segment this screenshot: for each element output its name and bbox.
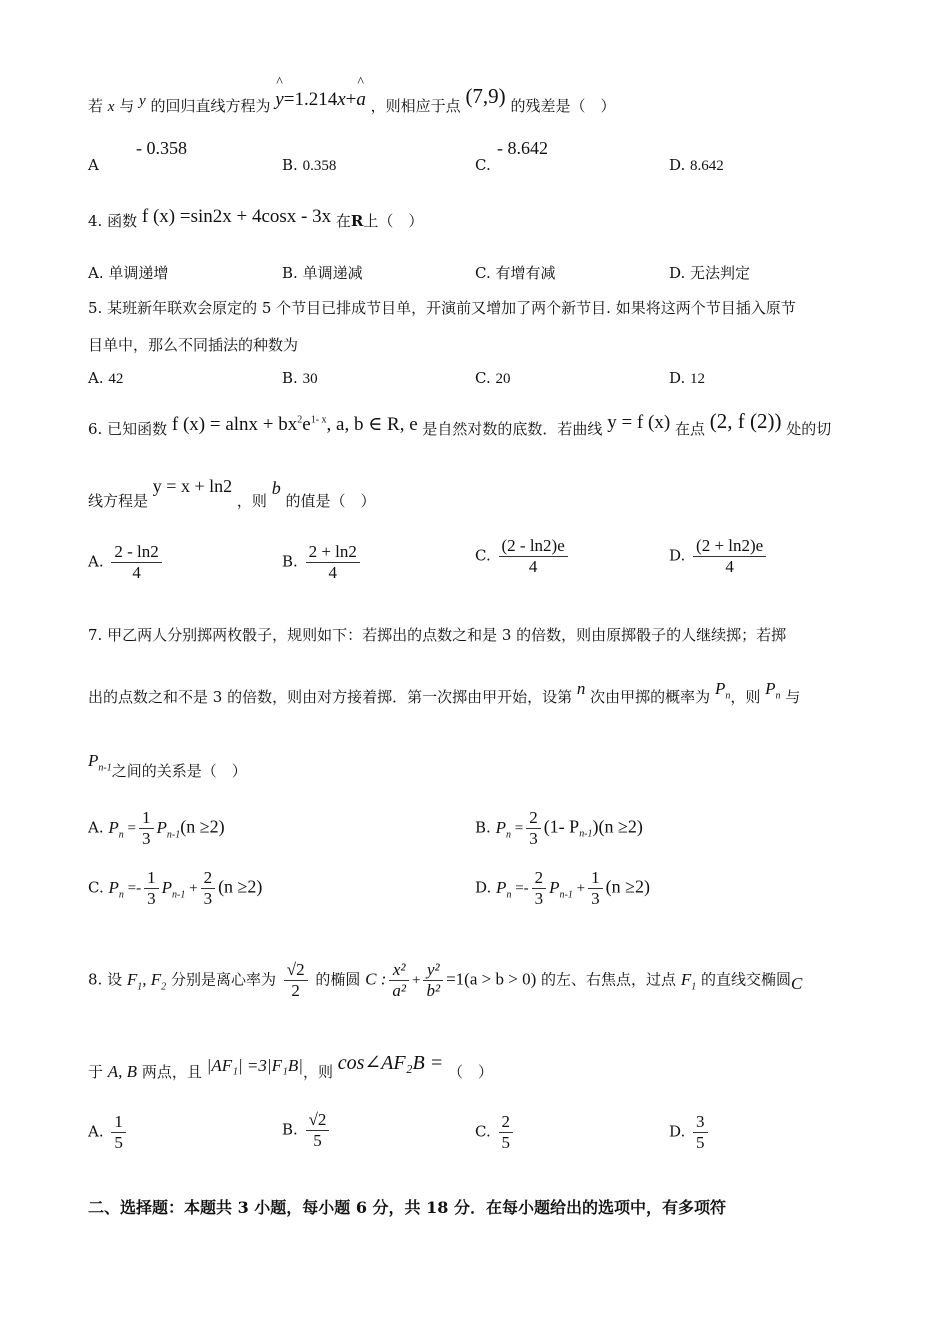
option-value: 有增有减 xyxy=(495,264,556,282)
option-rest: (n ≥2) xyxy=(605,876,650,897)
option-fraction-2 xyxy=(201,868,216,909)
q4-text-c: 上（ ） xyxy=(363,212,424,230)
fraction-den: 2 xyxy=(291,981,300,1000)
q3-stem xyxy=(88,84,616,117)
option-value: 单调递增 xyxy=(108,264,169,282)
q3-text-c: 的回归直线方程为 xyxy=(150,97,271,115)
q8-text-d: 的左、右焦点，过点 xyxy=(541,970,677,989)
option-p: P xyxy=(108,877,119,897)
option-fraction xyxy=(693,536,766,577)
q8-text-h: ，则 xyxy=(302,1063,333,1081)
q6-text-d: 处的切 xyxy=(786,420,832,438)
fraction-den: b² xyxy=(426,981,441,1000)
q8-y-frac xyxy=(423,960,443,1001)
option-fraction xyxy=(306,542,360,583)
option-value: 42 xyxy=(108,371,124,387)
fraction-num: √2 xyxy=(306,1110,330,1131)
option-sub: n xyxy=(506,888,512,900)
option-label: B. xyxy=(282,264,298,282)
q3-option-d xyxy=(669,156,724,175)
q6-sup2: 1- x xyxy=(310,414,327,426)
q7-option-b xyxy=(475,808,643,849)
q3-var-x: x xyxy=(107,99,115,115)
fraction-num: y² xyxy=(423,960,443,981)
option-sub: n-1 xyxy=(579,828,593,840)
q8-option-c xyxy=(475,1112,516,1153)
q6-sup1: 2 xyxy=(297,414,303,426)
q3-var-y: y xyxy=(139,93,146,109)
q8-plus: + xyxy=(412,972,421,989)
q7-pn xyxy=(714,679,731,702)
q7-sub-n: n xyxy=(775,690,781,702)
q8-text-g: 两点，且 xyxy=(141,1063,202,1081)
option-label: D. xyxy=(475,878,492,897)
q6-tangent: y = x + ln2 xyxy=(152,476,233,496)
option-label: A. xyxy=(88,818,104,837)
fraction-den: 4 xyxy=(328,563,337,582)
fraction-num: 2 xyxy=(499,1112,514,1133)
q4-number: 4. 函数 xyxy=(88,212,138,230)
q6-text-c: 在点 xyxy=(674,420,705,438)
option-fraction-2 xyxy=(588,868,603,909)
fraction-num: x² xyxy=(389,960,409,981)
q4-option-d xyxy=(669,262,750,283)
q7-text-e: 之间的关系是（ ） xyxy=(111,762,247,780)
option-eq: = xyxy=(510,820,524,837)
q8-option-d xyxy=(669,1112,711,1153)
option-p: P xyxy=(108,817,119,837)
option-fraction xyxy=(526,808,541,849)
fraction-num: √2 xyxy=(284,960,308,981)
option-label: C. xyxy=(475,156,491,174)
q7-sub-n1: n-1 xyxy=(98,762,112,774)
q6-text-e: 线方程是 xyxy=(88,492,149,510)
option-label: B. xyxy=(282,552,298,571)
q7-pn-2 xyxy=(765,679,781,702)
q6-option-a xyxy=(88,542,165,583)
fraction-den: 5 xyxy=(111,1132,126,1153)
q6-stem xyxy=(88,409,832,440)
q8-sub2: 2 xyxy=(161,980,167,992)
option-label: C. xyxy=(475,546,491,565)
option-p: P xyxy=(161,877,172,897)
fraction-den: 4 xyxy=(132,563,141,582)
q3-point: (7,9) xyxy=(465,84,506,108)
option-fraction xyxy=(139,808,154,849)
fraction-num: 2 xyxy=(526,808,541,829)
q6-text-b: 是自然对数的底数．若曲线 xyxy=(422,420,603,438)
fraction-num: 1 xyxy=(139,808,154,829)
fraction-num: (2 - ln2)e xyxy=(499,536,568,557)
q4-text-b: 在 xyxy=(335,212,351,230)
option-sub: n xyxy=(118,828,124,840)
q3-eq-x: x xyxy=(337,89,346,110)
q4-set: R xyxy=(350,212,364,230)
option-label: D. xyxy=(669,1122,686,1141)
fraction-den: 3 xyxy=(147,889,156,908)
fraction-den: 4 xyxy=(725,557,734,576)
option-eq: =- xyxy=(123,880,142,897)
q6-formula xyxy=(172,414,418,435)
q6-var-b: b xyxy=(271,478,281,498)
q8-f: F xyxy=(126,969,138,989)
option-value: 0.358 xyxy=(302,158,337,174)
fraction-den: 5 xyxy=(696,1133,705,1152)
q3-text-b: 与 xyxy=(119,97,135,115)
q5-option-c xyxy=(475,369,511,388)
option-sub: n-1 xyxy=(172,888,186,900)
q7-p: P xyxy=(88,751,99,770)
fraction-num: 1 xyxy=(588,868,603,889)
fraction-num: 2 xyxy=(532,868,547,889)
q3-eq-ahat: ^ a xyxy=(356,89,366,111)
q8-f2: , F xyxy=(142,969,162,989)
option-label: B. xyxy=(282,369,298,387)
q7-line3 xyxy=(88,751,247,783)
option-label: B. xyxy=(282,156,298,174)
option-lhs xyxy=(108,817,124,840)
option-value: 12 xyxy=(690,371,706,387)
option-sub: n-1 xyxy=(559,888,573,900)
option-fraction xyxy=(111,542,161,583)
q7-line2 xyxy=(88,679,801,709)
option-lhs xyxy=(108,877,124,900)
option-sub: n xyxy=(505,828,511,840)
option-eq: = xyxy=(123,820,136,837)
q5-option-b xyxy=(282,369,318,388)
option-label: C. xyxy=(475,264,491,282)
option-pn1 xyxy=(161,877,186,900)
q6-option-d xyxy=(669,536,769,577)
q8-cos: cos∠AF₂B = xyxy=(337,1052,444,1074)
q8-text-e: 的直线交椭圆 xyxy=(700,970,791,989)
q6-number: 6. 已知函数 xyxy=(88,420,168,438)
option-value: 20 xyxy=(495,371,511,387)
q8-text-c: 的椭圆 xyxy=(315,970,361,989)
q5-line1: 5. 某班新年联欢会原定的 5 个节目已排成节目单，开演前又增加了两个新节目. 如果将这两个节目插入原节 xyxy=(88,299,796,317)
option-p: P xyxy=(156,817,167,837)
q4-option-b xyxy=(282,262,363,283)
q8-option-b xyxy=(282,1110,332,1151)
option-sub: n-1 xyxy=(166,828,181,840)
fraction-den: 3 xyxy=(534,889,544,908)
section-2-heading: 二、选择题：本题共 3 小题，每小题 6 分，共 18 分．在每小题给出的选项中，有多项符 xyxy=(88,1198,726,1217)
q6-stem-line2 xyxy=(88,476,376,511)
q8-f: F xyxy=(680,969,692,989)
q5-line2: 目单中，那么不同插法的种数为 xyxy=(88,336,299,354)
q7-line1: 7. 甲乙两人分别掷两枚骰子，规则如下：若掷出的点数之和是 3 的倍数，则由原掷骰子的人继续掷；若掷 xyxy=(88,626,787,644)
option-fraction xyxy=(693,1112,708,1153)
q7-sub-n: n xyxy=(725,690,731,702)
option-fraction xyxy=(111,1112,126,1153)
q7-var-n: n xyxy=(576,679,586,698)
option-sub: n xyxy=(118,888,124,900)
fraction-den: 5 xyxy=(313,1131,322,1150)
q7-p: P xyxy=(714,679,726,698)
q7-text-d: 与 xyxy=(785,688,801,706)
option-plus: + xyxy=(185,880,198,897)
option-value: 单调递减 xyxy=(302,264,363,282)
q4-option-c xyxy=(475,262,556,283)
q7-text-c: ，则 xyxy=(730,688,761,706)
q3-option-a xyxy=(88,138,187,174)
fraction-den: 3 xyxy=(203,889,213,908)
option-value: 8.642 xyxy=(690,158,724,174)
q8-stem xyxy=(88,960,802,1001)
option-label: B. xyxy=(282,1120,298,1139)
q6-point: (2, f (2)) xyxy=(709,409,782,433)
option-label: D. xyxy=(669,264,686,282)
option-p: P xyxy=(549,877,560,897)
fraction-num: (2 + ln2)e xyxy=(693,536,766,557)
q6-curve: y = f (x) xyxy=(607,412,671,433)
q7-text-a: 出的点数之和不是 3 的倍数，则由对方接着掷．第一次掷由甲开始，设第 xyxy=(88,688,573,706)
q6-text-f: ，则 xyxy=(236,492,267,510)
q3-eq-yhat: ^ y xyxy=(275,89,283,111)
q4-formula: f (x) =sin2x + 4cosx - 3x xyxy=(141,206,332,227)
option-label: A. xyxy=(88,1122,104,1141)
q6-formula-main: f (x) = alnx + bx xyxy=(171,414,298,435)
fraction-den: 3 xyxy=(529,829,538,848)
option-label: C. xyxy=(475,369,491,387)
option-label: A xyxy=(88,156,99,174)
option-eq: =- xyxy=(511,880,529,897)
fraction-den: 4 xyxy=(528,557,538,576)
q3-eq-plus: + xyxy=(345,89,357,110)
fraction-num: 1 xyxy=(144,868,159,889)
option-value: - 8.642 xyxy=(497,138,548,158)
option-value: 30 xyxy=(302,371,318,387)
q4-stem xyxy=(88,206,424,232)
q8-ellipse-c: C : xyxy=(365,969,387,989)
q7-option-d xyxy=(475,868,650,909)
q3-text-d: ，则相应于点 xyxy=(370,97,461,115)
option-label: D. xyxy=(669,546,686,565)
option-label: A. xyxy=(88,264,104,282)
q8-c-end: C xyxy=(791,973,803,993)
fraction-num: 3 xyxy=(693,1112,708,1133)
fraction-num: 2 xyxy=(201,868,216,889)
q8-stem-line2 xyxy=(88,1052,494,1083)
option-label: C. xyxy=(475,1122,491,1141)
option-label: D. xyxy=(669,156,686,174)
q8-ab: A, B xyxy=(107,1062,138,1081)
q5-option-a xyxy=(88,369,123,388)
q6-option-b xyxy=(282,542,363,583)
q8-text-i: （ ） xyxy=(448,1063,494,1081)
q7-text-b: 次由甲掷的概率为 xyxy=(590,688,711,706)
q8-option-a xyxy=(88,1112,129,1153)
q8-foci xyxy=(126,969,167,992)
q6-option-c xyxy=(475,536,571,577)
q6-formula-tail: , a, b ∈ R, e xyxy=(326,414,418,435)
q8-number: 8. 设 xyxy=(88,970,123,989)
fraction-den: 3 xyxy=(142,829,151,848)
option-value: 无法判定 xyxy=(690,264,751,282)
option-fraction xyxy=(499,1112,514,1153)
fraction-num: 1 xyxy=(114,1112,123,1131)
q3-text-e: 的残差是（ ） xyxy=(510,97,616,115)
option-rest2: )(n ≥2) xyxy=(592,816,643,837)
fraction-den: 3 xyxy=(591,889,600,908)
q6-text-g: 的值是（ ） xyxy=(285,492,376,510)
q8-text-f: 于 xyxy=(88,1063,104,1081)
q8-ellipse-tail: =1(a > b > 0) xyxy=(446,969,537,989)
option-plus: + xyxy=(572,880,586,897)
option-lhs xyxy=(496,877,512,900)
q7-option-c xyxy=(88,868,262,909)
option-label: D. xyxy=(669,369,686,387)
q8-ecc xyxy=(284,960,308,1001)
q8-sub1: 1 xyxy=(691,980,697,992)
q4-option-a xyxy=(88,262,168,283)
option-fraction xyxy=(532,868,547,909)
q7-option-a xyxy=(88,808,225,849)
option-pn1 xyxy=(156,817,181,840)
option-rest: (1- P xyxy=(543,816,580,837)
option-label: C. xyxy=(88,878,104,897)
option-rest: (n ≥2) xyxy=(218,876,263,897)
option-lhs xyxy=(495,817,511,840)
fraction-num: 2 + ln2 xyxy=(306,542,360,563)
q8-sub1: 1 xyxy=(137,980,143,992)
q3-eq-coef: =1.214 xyxy=(283,89,338,110)
fraction-den: a² xyxy=(392,981,407,1000)
option-label: A. xyxy=(88,552,104,571)
fraction-den: 5 xyxy=(501,1133,510,1152)
fraction-num: 2 - ln2 xyxy=(111,542,161,563)
q7-p: P xyxy=(765,679,776,698)
option-fraction xyxy=(144,868,159,909)
option-p: P xyxy=(496,877,507,897)
option-value: - 0.358 xyxy=(136,138,187,158)
q8-x-frac xyxy=(389,960,409,1001)
q8-f1 xyxy=(680,969,697,992)
q3-text-a: 若 xyxy=(88,97,104,115)
option-p: P xyxy=(495,817,506,837)
option-fraction xyxy=(499,536,568,577)
q6-e: e xyxy=(302,414,311,435)
q8-condition: |AF₁| =3|F₁B| xyxy=(206,1056,303,1075)
q3-option-b xyxy=(282,156,336,175)
q5-option-d xyxy=(669,369,705,388)
option-pn1 xyxy=(549,877,573,900)
q8-text-b: 分别是离心率为 xyxy=(170,970,276,989)
option-rest: (n ≥2) xyxy=(180,816,225,837)
option-fraction xyxy=(306,1110,330,1151)
q7-pn1 xyxy=(88,751,112,774)
option-label: A. xyxy=(88,369,104,387)
option-label: B. xyxy=(475,818,491,837)
q3-option-c xyxy=(475,138,548,174)
